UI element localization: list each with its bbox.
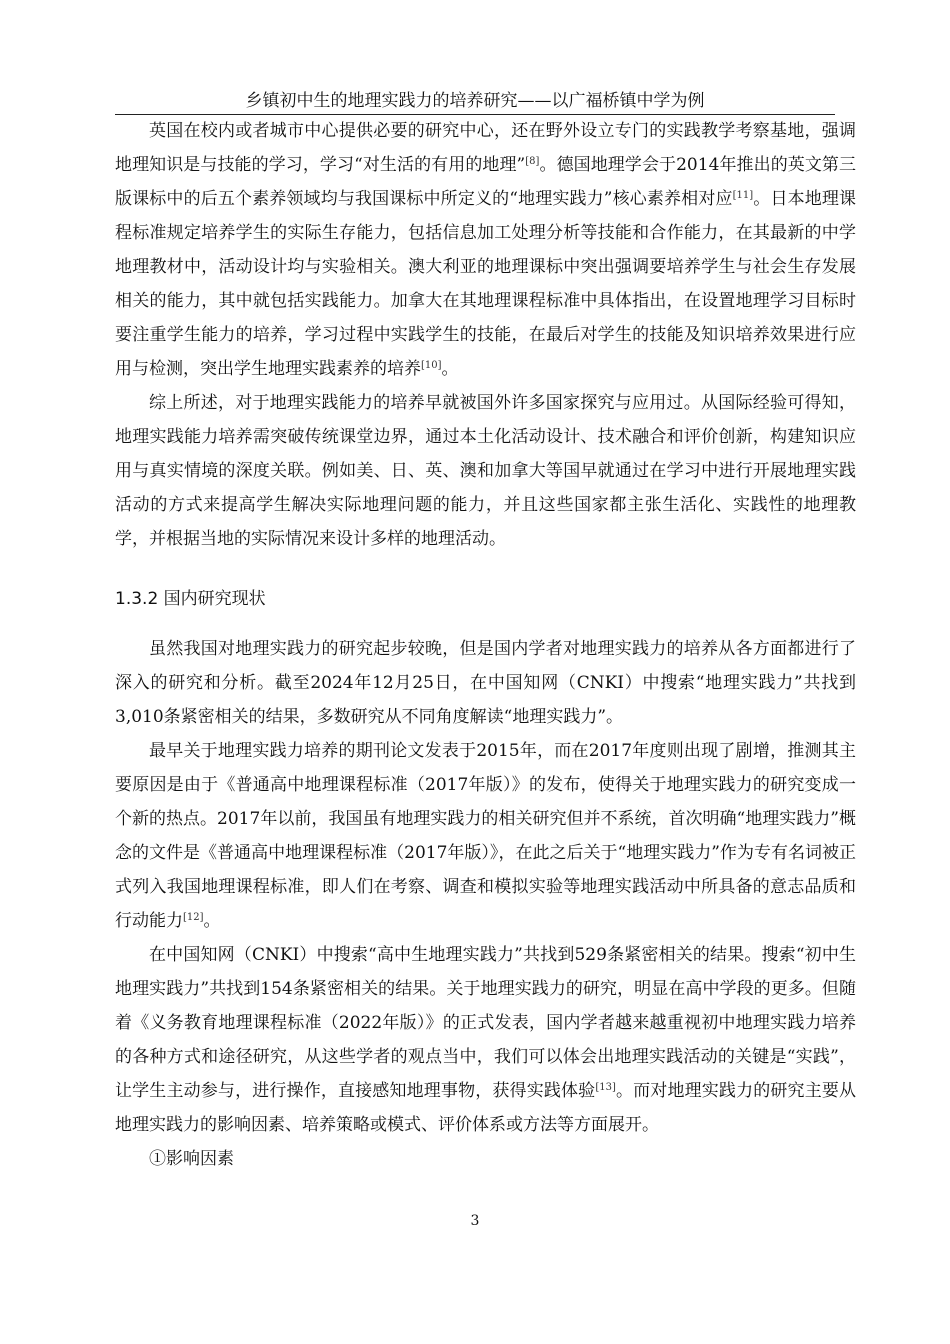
text-run: 。日本地理课程标准规定培养学生的实际生存能力，包括信息加工处理分析等技能和合作能力，在其最新的中学地理教材中，活动设计均与实验相关。澳大利亚的地理课标中突出强调要培养学生与社会生存发展相关的能力，其中就包括实践能力。加拿大在其地理课程标准中具体指出，在设置地理学习目标时要注重学生能力的培养，学习过程中实践学生的技能，在最后对学生的技能及知识培养效果进行应用与检测，突出学生地理实践素养的培养 [115,189,857,379]
citation-11[interactable]: [11] [732,190,754,201]
citation-12[interactable]: [12] [183,912,204,923]
paragraph-summary: 综上所述，对于地理实践能力的培养早就被国外许多国家探究与应用过。从国际经验可得知，地理实践能力培养需突破传统课堂边界，通过本土化活动设计、技术融合和评价创新，构建知识应用与真实情境的深度关联。例如美、日、英、澳和加拿大等国早就通过在学习中进行开展地理实践活动的方式来提高学生解决实际地理问题的能力，并且这些国家都主张生活化、实践性的地理教学，并根据当地的实际情况来设计多样的地理活动。 [115,393,856,549]
citation-10[interactable]: [10] [421,360,442,371]
paragraph-history [115,734,856,938]
section-heading: 1.3.2 国内研究现状 [115,589,266,609]
citation-8[interactable]: [8] [525,156,540,167]
spacer [115,616,856,632]
text-run: 。德国地理学会于2014年推出的英文第三版课标中的后五个素养领域均与我国课标中所定义的“地理实践力”核心素养相对应 [115,155,856,209]
paragraph-cnki-search [115,938,856,1142]
text-run: 最早关于地理实践力培养的期刊论文发表于2015年，而在2017年度则出现了剧增，推测其主要原因是由于《普通高中地理课程标准（2017年版）》的发布，使得关于地理实践力的研究变成一个新的热点。2017年以前，我国虽有地理实践力的相关研究但并不系统，首次明确“地理实践力”概念的文件是《普通高中地理课程标准（2017年版）》，在此之后关于“地理实践力”作为专有名词被正式列入我国地理课程标准，即人们在考察、调查和模拟实验等地理实践活动中所具备的意志品质和行动能力 [115,741,856,931]
list-item-influencing-factors: ①影响因素 [149,1149,234,1169]
paragraph-foreign-examples [115,114,856,386]
spacer [115,556,856,582]
page-body [115,114,856,1176]
text-run: 英国在校内或者城市中心提供必要的研究中心，还在野外设立专门的实践教学考察基地，强调地理知识是与技能的学习，学习“对生活的有用的地理” [115,121,856,175]
text-run: 。 [441,359,459,379]
text-run: 。 [203,911,221,931]
paragraph-domestic-intro: 虽然我国对地理实践力的研究起步较晚，但是国内学者对地理实践力的培养从各方面都进行了深入的研究和分析。截至2024年12月25日，在中国知网（CNKI）中搜索“地理实践力”共找到3,010条紧密相关的结果，多数研究从不同角度解读“地理实践力”。 [115,639,856,727]
text-run: 在中国知网（CNKI）中搜索“高中生地理实践力”共找到529条紧密相关的结果。搜索“初中生地理实践力”共找到154条紧密相关的结果。关于地理实践力的研究，明显在高中学段的更多。但随着《义务教育地理课程标准（2022年版）》的正式发表，国内学者越来越重视初中地理实践力培养的各种方式和途径研究，从这些学者的观点当中，我们可以体会出地理实践活动的关键是“实践”，让学生主动参与，进行操作，直接感知地理事物，获得实践体验 [115,945,856,1101]
page-number: 3 [470,1213,480,1229]
text-run: 。而对地理实践力的研究主要从地理实践力的影响因素、培养策略或模式、评价体系或方法等方面展开。 [115,1081,856,1135]
running-header: 乡镇初中生的地理实践力的培养研究——以广福桥镇中学为例 [245,91,705,111]
citation-13[interactable]: [13] [595,1082,616,1093]
